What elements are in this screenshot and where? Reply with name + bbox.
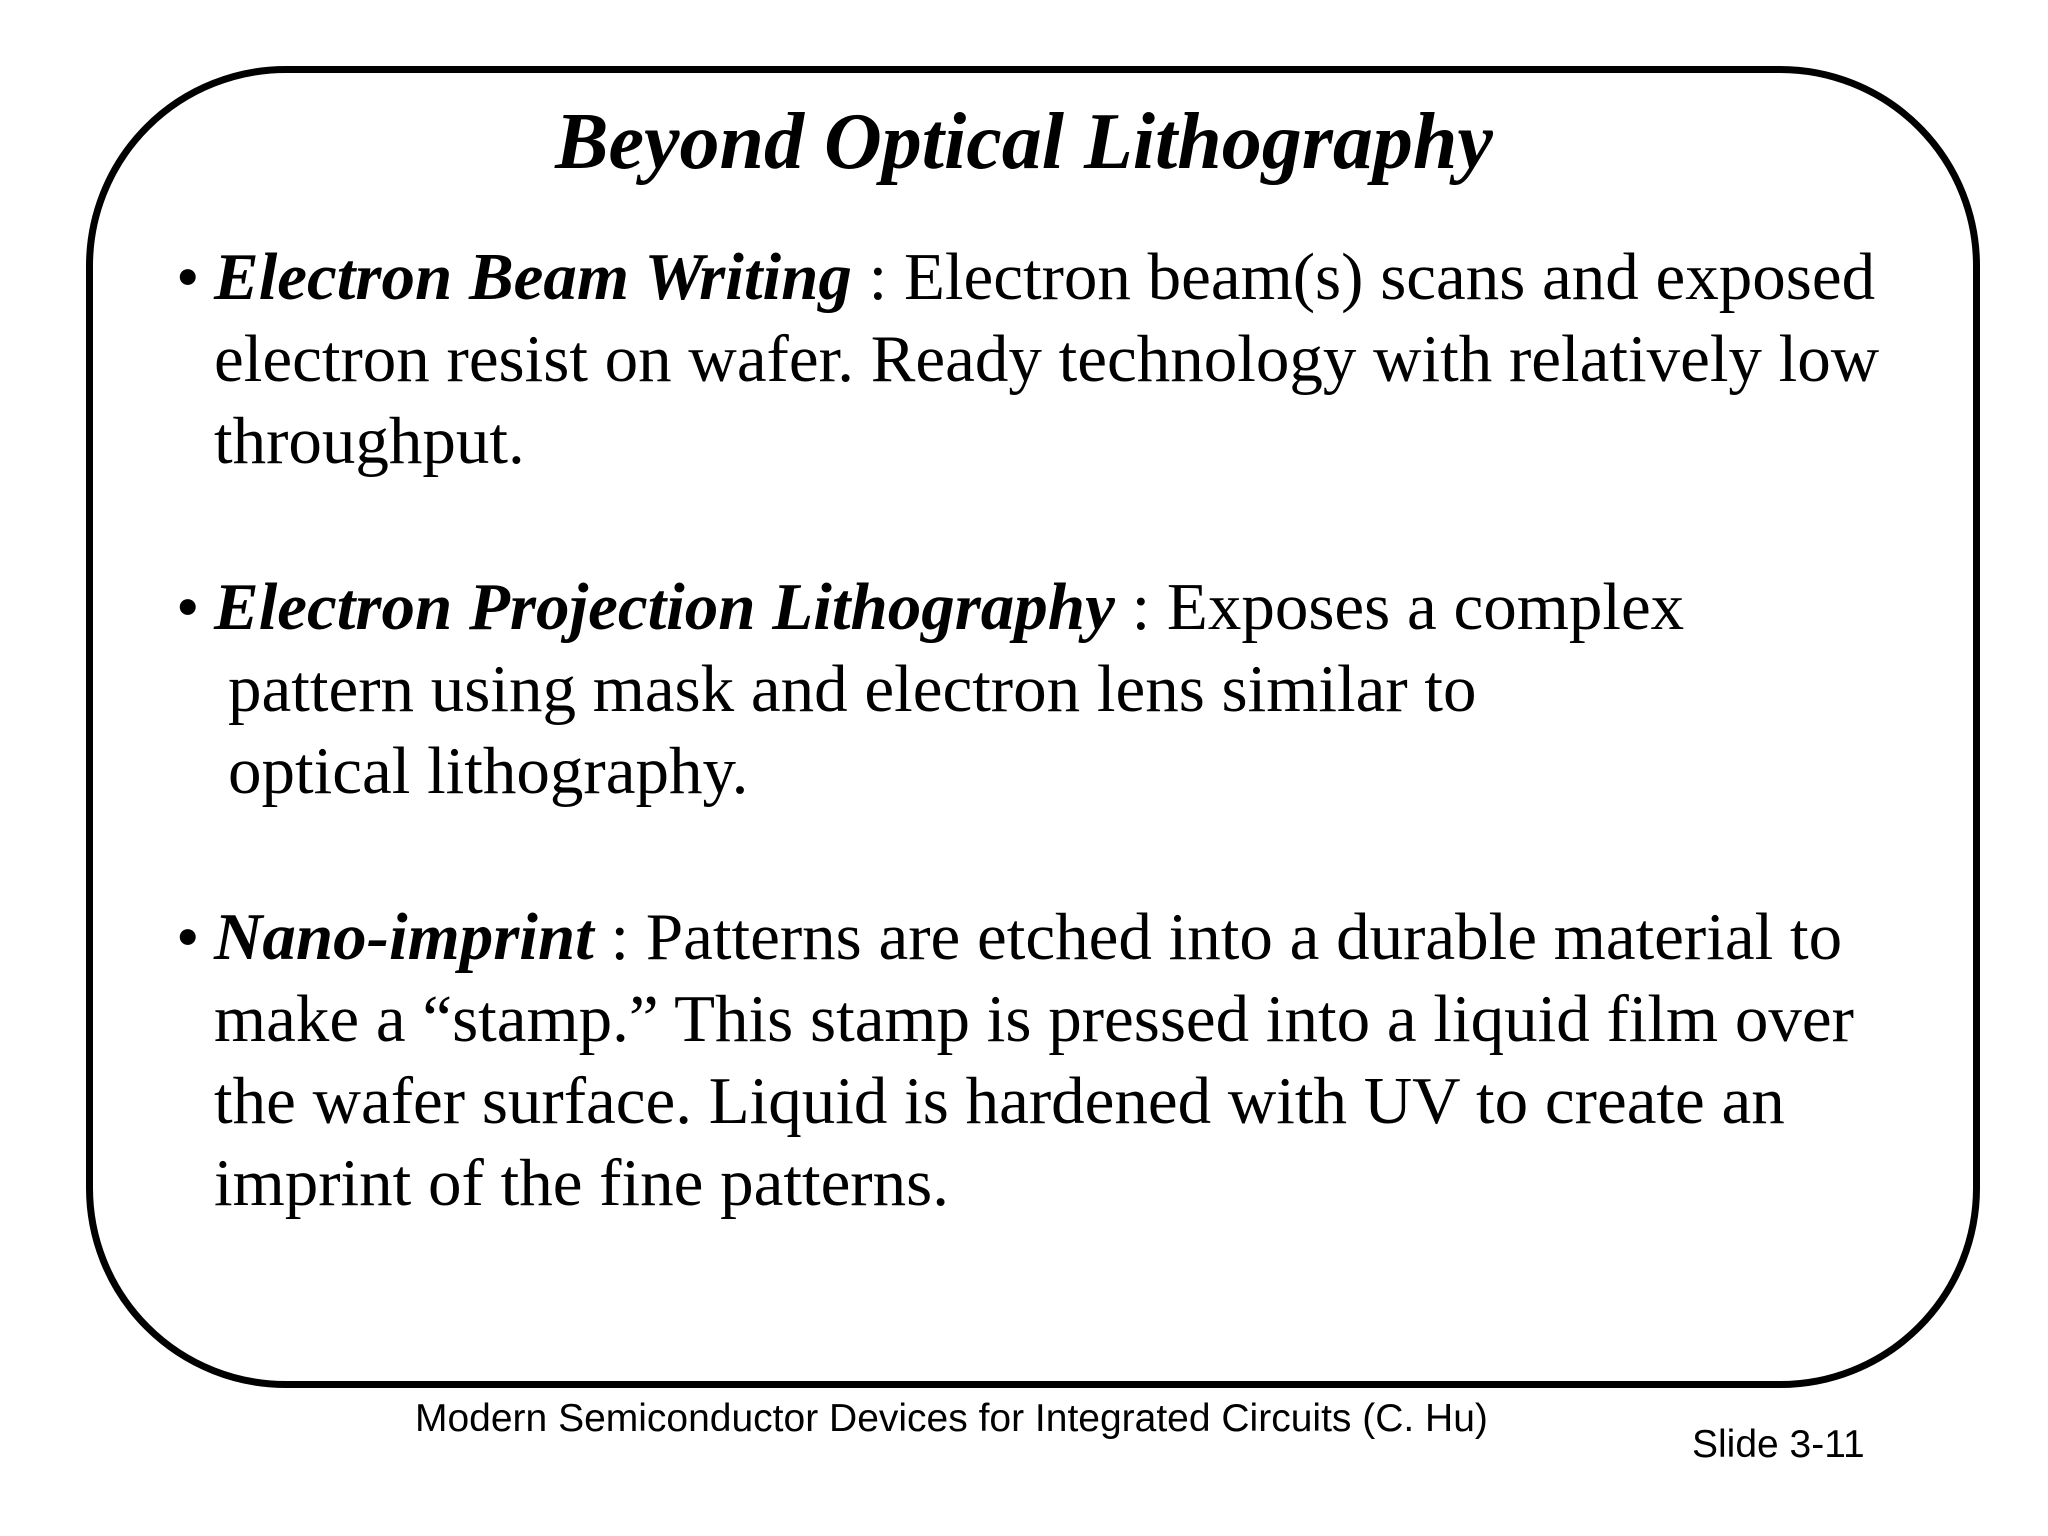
slide-title: Beyond Optical Lithography [555,98,1493,186]
bullet-electron-projection-lithography [170,566,1684,812]
bullet-electron-beam-writing [170,236,1879,482]
bullet-line: electron resist on wafer. Ready technology with relatively low [214,322,1880,396]
bullet-dot: • [176,240,200,314]
bullet-line: optical lithography. [228,734,749,808]
bullet-dot: • [176,570,200,644]
slide-number: Slide 3-11 [1692,1423,1865,1466]
bullet-term: Electron Beam Writing [214,240,852,314]
bullet-line [170,566,1684,648]
bullet-line: throughput. [214,404,525,478]
bullet-line [170,236,1879,318]
bullet-line: make a “stamp.” This stamp is pressed into a liquid film over [214,982,1854,1056]
bullet-term: Electron Projection Lithography [214,570,1115,644]
bullet-line: pattern using mask and electron lens similar to [228,652,1477,726]
bullet-line: imprint of the fine patterns. [214,1146,949,1220]
footer-source: Modern Semiconductor Devices for Integrated Circuits (C. Hu) [415,1397,1488,1440]
bullet-line [170,896,1854,978]
bullet-term: Nano-imprint [214,900,594,974]
bullet-text: : Patterns are etched into a durable material to [593,900,1843,974]
bullet-dot: • [176,900,200,974]
bullet-text: : Electron beam(s) scans and exposed [851,240,1876,314]
bullet-nano-imprint [170,896,1854,1224]
bullet-line: the wafer surface. Liquid is hardened with UV to create an [214,1064,1785,1138]
bullet-text: : Exposes a complex [1114,570,1685,644]
